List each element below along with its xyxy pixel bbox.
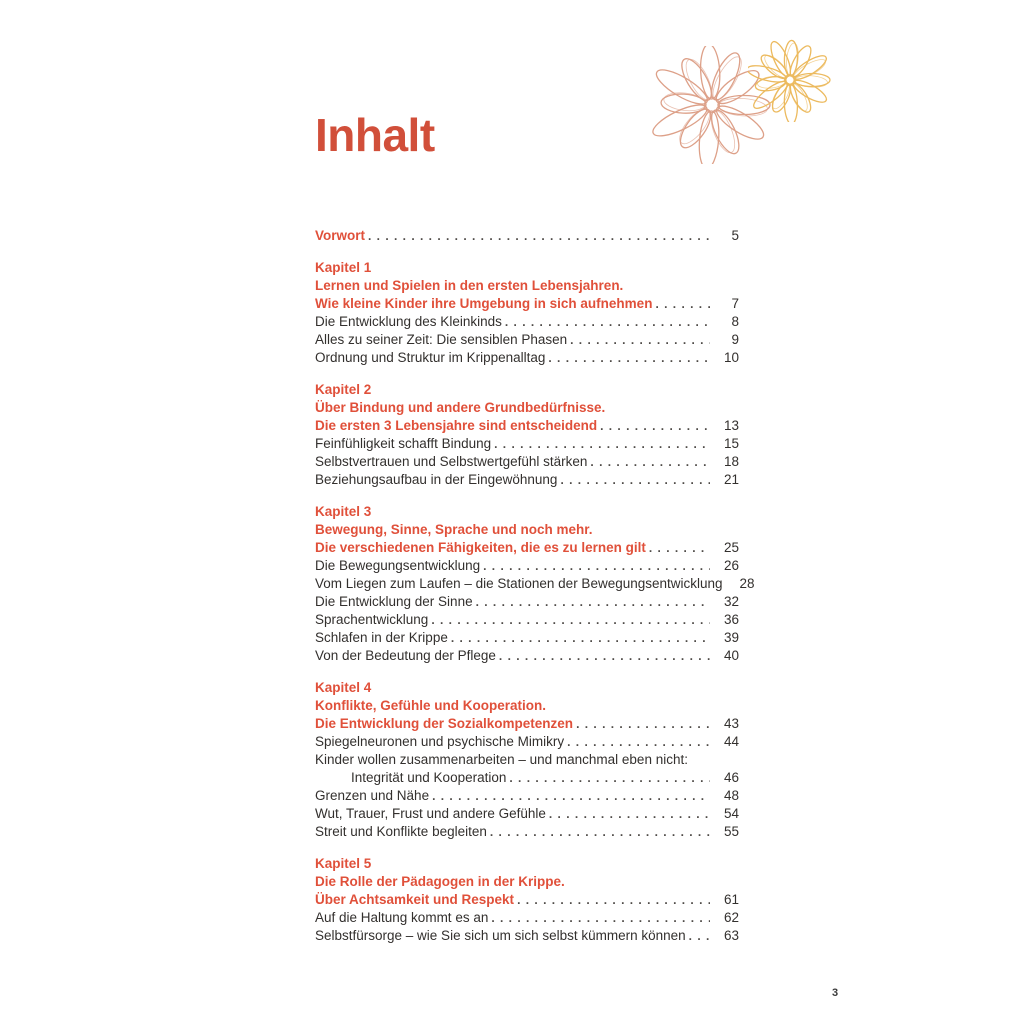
toc-entry-label: Vom Liegen zum Laufen – die Stationen der Bewegungsentwicklung [315, 576, 723, 591]
toc-entry-label: Über Bindung und andere Grundbedürfnisse. [315, 400, 606, 415]
toc-entry-label: Feinfühligkeit schafft Bindung [315, 436, 492, 451]
chapter-title-line [315, 295, 739, 313]
dot-leader [517, 891, 710, 909]
dot-leader [499, 647, 710, 665]
page-ref: 13 [723, 418, 739, 433]
chapter-block [315, 259, 739, 367]
page-ref: 28 [739, 576, 755, 591]
dot-leader [576, 715, 710, 733]
chapter-title-line [315, 399, 739, 417]
toc-entry-label: Kapitel 3 [315, 504, 372, 519]
toc-entry-label: Beziehungsaufbau in der Eingewöhnung [315, 472, 558, 487]
chapter-title-line [315, 521, 739, 539]
dot-leader [368, 227, 710, 245]
dot-leader [689, 927, 710, 945]
toc-entry-label: Auf die Haltung kommt es an [315, 910, 489, 925]
toc-entry-label: Kapitel 4 [315, 680, 372, 695]
dot-leader [505, 313, 710, 331]
toc-entry-label: Wut, Trauer, Frust und andere Gefühle [315, 806, 546, 821]
chapter-heading [315, 855, 739, 873]
toc-entry-label: Vorwort [315, 228, 365, 243]
page-ref: 26 [723, 558, 739, 573]
chapter-heading [315, 503, 739, 521]
toc-entry [315, 453, 739, 471]
chapter-title-line [315, 539, 739, 557]
dot-leader [494, 435, 710, 453]
page-ref: 46 [723, 770, 739, 785]
page-ref: 5 [731, 228, 739, 243]
page-ref: 18 [723, 454, 739, 469]
toc-entry-label: Die Entwicklung des Kleinkinds [315, 314, 502, 329]
toc-entry [315, 733, 739, 751]
dot-leader [600, 417, 710, 435]
dot-leader [490, 823, 710, 841]
page-number: 3 [831, 987, 839, 999]
dot-leader [560, 471, 710, 489]
toc-entry-label: Die Bewegungsentwicklung [315, 558, 481, 573]
toc-entry-label: Lernen und Spielen in den ersten Lebensjahren. [315, 278, 624, 293]
toc-entry [315, 593, 739, 611]
toc-entry [315, 313, 739, 331]
toc-entry [315, 927, 739, 945]
page-title: Inhalt [315, 109, 435, 161]
dot-leader [649, 539, 710, 557]
dot-leader [655, 295, 710, 313]
page-ref: 61 [723, 892, 739, 907]
chapter-heading [315, 381, 739, 399]
page-ref: 7 [731, 296, 739, 311]
toc-entry [315, 435, 739, 453]
page-ref: 15 [723, 436, 739, 451]
toc-entry-label: Über Achtsamkeit und Respekt [315, 892, 515, 907]
chapter-block [315, 679, 739, 841]
toc-entry [315, 769, 739, 787]
toc-entry [315, 909, 739, 927]
toc-entry [315, 629, 739, 647]
toc-entry [315, 557, 739, 575]
toc-entry-label: Schlafen in der Krippe [315, 630, 448, 645]
toc-entry [315, 331, 739, 349]
page-ref: 39 [723, 630, 739, 645]
toc-entry-label: Kapitel 1 [315, 260, 372, 275]
toc-entry-label: Die Entwicklung der Sinne [315, 594, 473, 609]
page-ref: 36 [723, 612, 739, 627]
dot-leader [590, 453, 710, 471]
toc-entry-label: Die ersten 3 Lebensjahre sind entscheidend [315, 418, 598, 433]
page-ref: 55 [723, 824, 739, 839]
page-ref: 48 [723, 788, 739, 803]
page-ref: 63 [723, 928, 739, 943]
page-ref: 44 [723, 734, 739, 749]
chapter-title-line [315, 277, 739, 295]
page-ref: 25 [723, 540, 739, 555]
page-ref: 43 [723, 716, 739, 731]
chapter-title-line [315, 891, 739, 909]
dot-leader [570, 331, 710, 349]
daisy-flower-small-icon [748, 38, 832, 122]
dot-leader [509, 769, 710, 787]
chapter-heading [315, 679, 739, 697]
chapter-title-line [315, 715, 739, 733]
toc-entry [315, 647, 739, 665]
toc-entry-label: Kapitel 5 [315, 856, 372, 871]
toc-entry [315, 823, 739, 841]
toc-entry [315, 575, 755, 593]
page-ref: 21 [723, 472, 739, 487]
dot-leader [431, 611, 710, 629]
toc-entry-label: Streit und Konflikte begleiten [315, 824, 487, 839]
chapter-heading [315, 259, 739, 277]
toc-entry-label: Selbstfürsorge – wie Sie sich um sich selbst kümmern können [315, 928, 686, 943]
toc-entry-label: Bewegung, Sinne, Sprache und noch mehr. [315, 522, 593, 537]
chapter-title-line [315, 697, 739, 715]
toc-entry [315, 805, 739, 823]
toc-entry-label: Grenzen und Nähe [315, 788, 430, 803]
dot-leader [476, 593, 710, 611]
toc-entry-label: Alles zu seiner Zeit: Die sensiblen Phasen [315, 332, 568, 347]
toc-entry-label: Kinder wollen zusammenarbeiten – und manchmal eben nicht: [315, 752, 688, 767]
toc-entry-label: Spiegelneuronen und psychische Mimikry [315, 734, 565, 749]
toc-entry-label: Konflikte, Gefühle und Kooperation. [315, 698, 546, 713]
toc-entry-label: Integrität und Kooperation [351, 770, 507, 785]
page-ref: 62 [723, 910, 739, 925]
chapter-title-line [315, 873, 739, 891]
toc-entry-label: Ordnung und Struktur im Krippenalltag [315, 350, 546, 365]
toc-entry-label: Von der Bedeutung der Pflege [315, 648, 496, 663]
dot-leader [451, 629, 710, 647]
dot-leader [567, 733, 710, 751]
dot-leader [483, 557, 710, 575]
page-ref: 54 [723, 806, 739, 821]
chapter-title-line [315, 417, 739, 435]
toc-entry [315, 349, 739, 367]
chapter-block [315, 855, 739, 945]
toc-entry-label: Die Entwicklung der Sozialkompetenzen [315, 716, 574, 731]
table-of-contents [315, 227, 755, 945]
chapter-block [315, 503, 755, 665]
toc-entry [315, 787, 739, 805]
chapter-block [315, 381, 739, 489]
page-ref: 40 [723, 648, 739, 663]
page-ref: 8 [731, 314, 739, 329]
toc-entry [315, 471, 739, 489]
dot-leader [548, 349, 710, 367]
dot-leader [432, 787, 710, 805]
page-ref: 32 [723, 594, 739, 609]
dot-leader [549, 805, 710, 823]
dot-leader [491, 909, 710, 927]
toc-entry-label: Die Rolle der Pädagogen in der Krippe. [315, 874, 565, 889]
toc-entry-label: Selbstvertrauen und Selbstwertgefühl stärken [315, 454, 588, 469]
toc-entry [315, 611, 739, 629]
toc-entry-vorwort [315, 227, 739, 245]
toc-entry-label: Die verschiedenen Fähigkeiten, die es zu lernen gilt [315, 540, 646, 555]
toc-entry [315, 751, 739, 769]
content-column [315, 109, 755, 945]
toc-entry-label: Sprachentwicklung [315, 612, 429, 627]
page-ref: 9 [731, 332, 739, 347]
toc-entry-label: Kapitel 2 [315, 382, 372, 397]
toc-entry-label: Wie kleine Kinder ihre Umgebung in sich aufnehmen [315, 296, 653, 311]
page-ref: 10 [723, 350, 739, 365]
